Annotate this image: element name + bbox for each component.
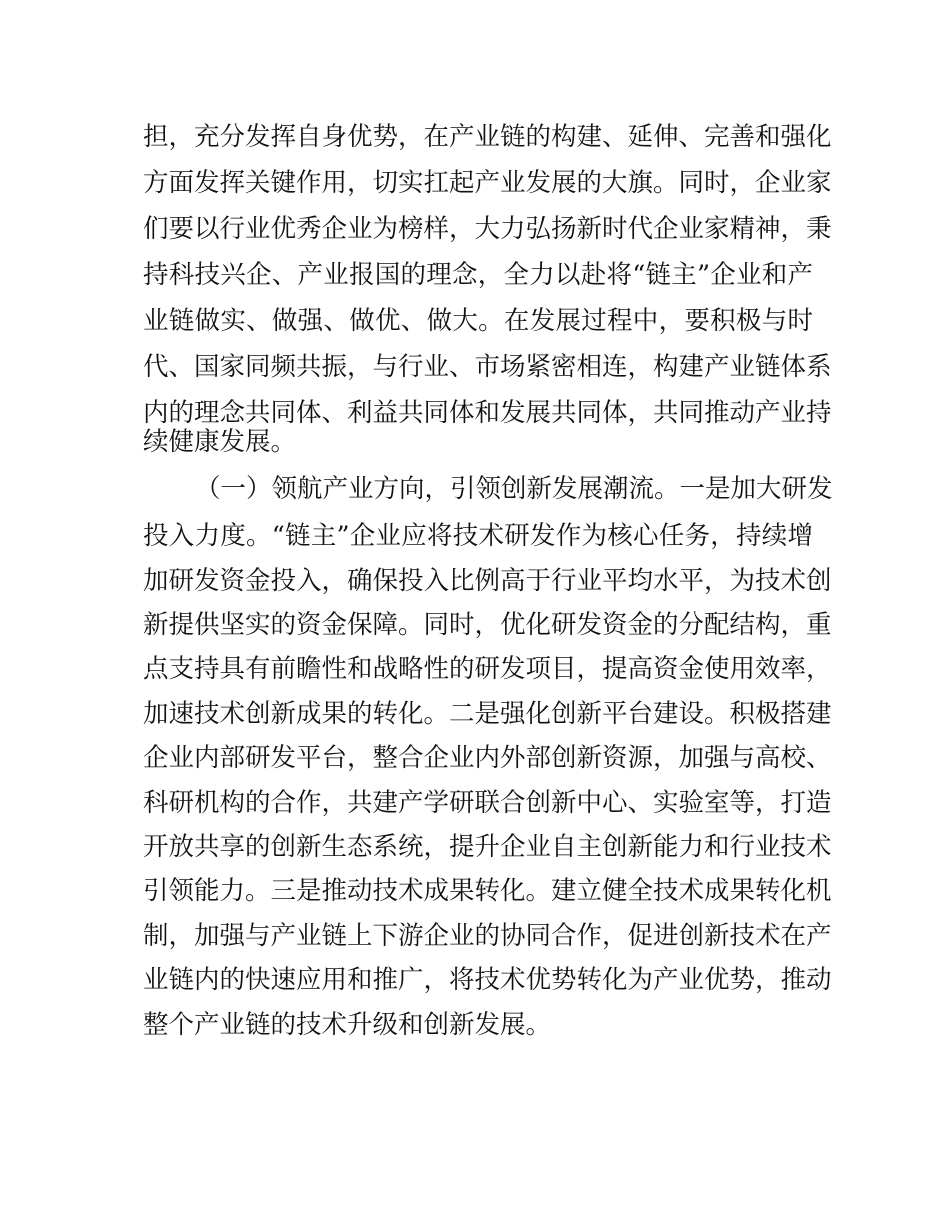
text-line: 整个产业链的技术升级和创新发展。	[143, 1010, 552, 1040]
text-line: 内的理念共同体、利益共同体和发展共同体，共同推动产业持	[143, 398, 832, 428]
text-line: 点支持具有前瞻性和战略性的研发项目，提高资金使用效率，	[143, 654, 832, 684]
text-line: 制，加强与产业链上下游企业的协同合作，促进创新技术在产	[143, 921, 832, 951]
text-line: 加研发资金投入，确保投入比例高于行业平均水平，为技术创	[143, 566, 832, 596]
text-line: 方面发挥关键作用，切实扛起产业发展的大旗。同时，企业家	[143, 168, 832, 198]
text-line: 业链内的快速应用和推广，将技术优势转化为产业优势，推动	[143, 965, 832, 995]
text-line: 续健康发展。	[143, 427, 297, 457]
paragraph-start-line: （一）领航产业方向，引领创新发展潮流。一是加大研发	[195, 474, 833, 504]
text-line: 引领能力。三是推动技术成果转化。建立健全技术成果转化机	[143, 876, 832, 906]
text-line: 企业内部研发平台，整合企业内外部创新资源，加强与高校、	[143, 743, 832, 773]
text-line: 代、国家同频共振，与行业、市场紧密相连，构建产业链体系	[143, 352, 832, 382]
text-line: 业链做实、做强、做优、做大。在发展过程中，要积极与时	[143, 306, 813, 336]
text-line: 新提供坚实的资金保障。同时，优化研发资金的分配结构，重	[143, 610, 832, 640]
text-line: 开放共享的创新生态系统，提升企业自主创新能力和行业技术	[143, 832, 832, 862]
text-line: 持科技兴企、产业报国的理念，全力以赴将“链主”企业和产	[143, 260, 813, 290]
text-line: 加速技术创新成果的转化。二是强化创新平台建设。积极搭建	[143, 699, 832, 729]
text-line: 担，充分发挥自身优势，在产业链的构建、延伸、完善和强化	[143, 122, 832, 152]
text-line: 投入力度。“链主”企业应将技术研发作为核心任务，持续增	[143, 521, 813, 551]
text-line: 科研机构的合作，共建产学研联合创新中心、实验室等，打造	[143, 788, 832, 818]
text-line: 们要以行业优秀企业为榜样，大力弘扬新时代企业家精神，秉	[143, 214, 832, 244]
